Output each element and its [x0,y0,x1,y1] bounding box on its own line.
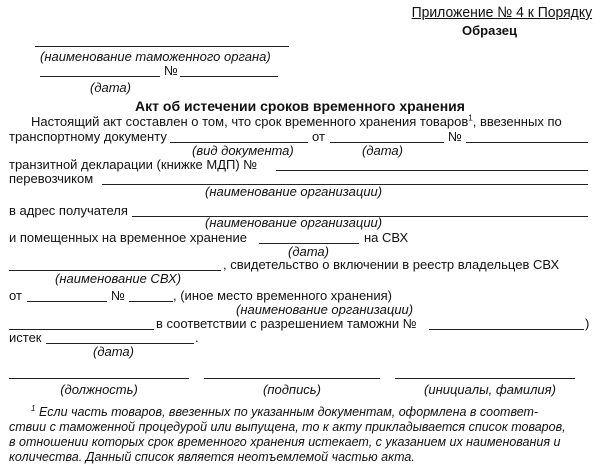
recipient-label: в адрес получателя [9,203,128,218]
footnote-line3: в отношении которых срок временного хранения истекает, с указанием их наименования и [9,435,561,449]
expired-label: истек [9,330,42,345]
sample-label: Образец [462,23,517,38]
footnote-line4: количества. Данный список является неотъемлемой частью акта. [9,450,415,464]
signature-line [204,378,380,379]
footnote-line2: ствии с таможенной процедурой или выпущена, то к акту прикладывается список товаров, [9,420,566,434]
doc-date-caption: (дата) [362,143,403,158]
customs-authority-line [35,46,289,47]
certificate-number-line [129,301,173,302]
initials-line [395,378,575,379]
certificate-date-line [27,301,107,302]
customs-authority-caption: (наименование таможенного органа) [40,49,271,64]
permission-number-line [429,329,584,330]
signature-caption: (подпись) [263,382,321,397]
number-sign-top: № [164,63,178,78]
body-line1-text: Настоящий акт составлен о том, что срок временного хранения товаров [31,114,469,129]
transit-declaration-line [276,170,588,171]
number-line-top [180,76,278,77]
recipient-caption: (наименование организации) [205,215,383,230]
placed-date-caption: (дата) [288,244,329,259]
number-sign-doc: № [448,129,462,144]
position-line [9,378,189,379]
footnote-ref: 1 [468,113,473,123]
other-place-label: , (иное место временного хранения) [173,288,392,303]
svh-label: на СВХ [364,230,409,245]
permission-label: в соответствии с разрешением таможни № [156,316,417,331]
doc-type-caption: (вид документа) [192,143,294,158]
transit-declaration-label: транзитной декларации (книжке МДП) № [9,157,258,172]
transport-doc-label: транспортному документу [9,129,167,144]
doc-number-line [466,142,588,143]
from-label-2: от [9,288,22,303]
carrier-label: перевозчиком [9,171,94,186]
initials-caption: (инициалы, фамилия) [424,382,556,397]
expired-period: . [195,330,199,345]
date-line-top [40,76,160,77]
from-label: от [312,129,325,144]
body-line1-end: , ввезенных по [472,114,562,129]
number-sign-certificate: № [111,288,125,303]
other-place-caption: (наименование организации) [236,302,414,317]
position-caption: (должность) [60,382,138,397]
svh-name-caption: (наименование СВХ) [55,271,182,286]
body-line1 [31,114,562,129]
footnote-text-1: Если часть товаров, ввезенных по указанным документам, оформлена в соответ- [38,405,539,419]
certificate-label: , свидетельство о включении в реестр владельцев СВХ [223,257,560,272]
expired-date-caption: (дата) [93,344,134,359]
carrier-caption: (наименование организации) [205,184,383,199]
document-title: Акт об истечении сроков временного хранения [135,98,465,114]
placed-label: и помещенных на временное хранение [9,230,247,245]
footnote-line1 [31,405,538,420]
close-paren: ) [585,316,590,331]
appendix-label: Приложение № 4 к Порядку [411,4,592,21]
footnote-mark: 1 [31,403,36,413]
date-caption-top: (дата) [90,80,131,95]
